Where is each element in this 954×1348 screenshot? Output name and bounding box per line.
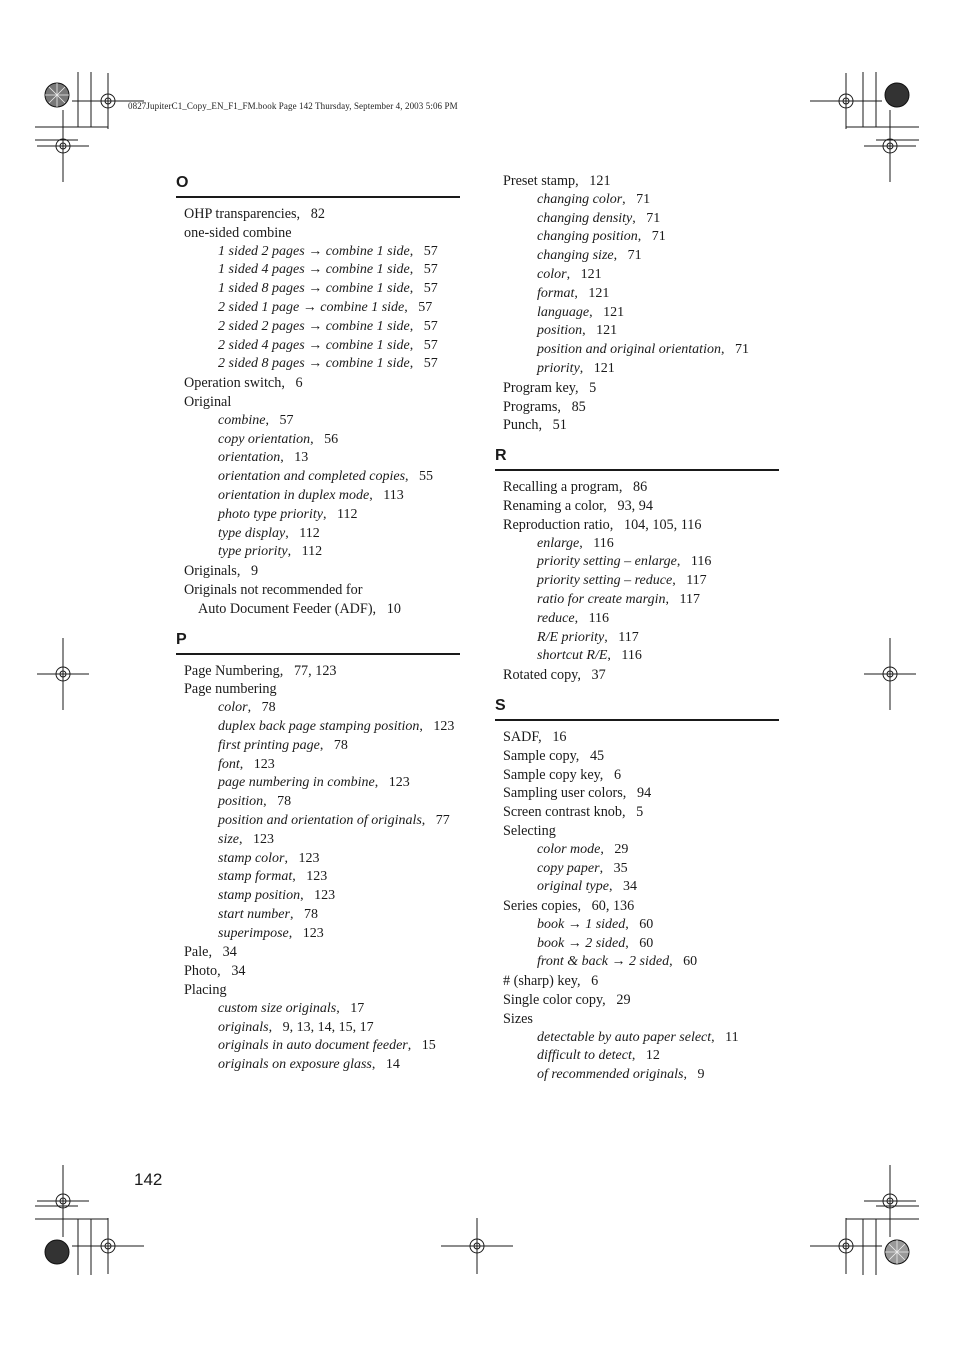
index-entry: Preset stamp, 121 [503,173,611,189]
index-pages: 82 [310,206,325,222]
index-term: copy paper [537,860,600,876]
index-pages: 112 [299,525,320,541]
index-term: originals in auto document feeder [218,1038,408,1054]
index-term: font [218,756,240,772]
index-pages: 34 [622,879,637,895]
index-pages: 6 [613,766,622,783]
index-pages: 57 [423,243,438,259]
index-entry: duplex back page stamping position, 123 [218,718,455,734]
index-term: color [218,700,248,716]
index-term: 1 sided 4 pages → combine 1 side [218,262,410,278]
index-term: Pale [184,944,209,961]
index-pages: 29 [616,992,631,1009]
index-pages: 56 [324,431,339,447]
index-term: reduce [537,610,575,626]
index-term: first printing page [218,737,320,753]
index-term: 2 sided 2 pages → combine 1 side [218,318,410,334]
index-pages: 60 [639,935,654,951]
index-entry: orientation in duplex mode, 113 [218,487,404,503]
index-entry: changing density, 71 [537,210,661,226]
index-pages: 112 [301,544,323,560]
index-pages: 16 [552,728,567,745]
index-term: Recalling a program [503,479,619,496]
index-pages: 123 [253,756,275,772]
index-pages: 34 [222,944,237,961]
index-entry: orientation, 13 [218,450,309,466]
index-entry: 2 sided 8 pages → combine 1 side, 57 [218,356,438,372]
index-entry [176,224,460,243]
star-targets [45,83,909,1264]
index-entry: page numbering in combine, 123 [218,775,410,791]
index-entry: position and original orientation, 71 [537,342,749,358]
index-pages: 116 [621,648,642,664]
index-term: type priority [218,544,288,560]
index-pages: 117 [618,629,639,645]
index-entry: Sample copy, 45 [503,747,605,764]
index-pages: 121 [580,266,602,282]
index-term: position and orientation of originals [218,812,422,828]
index-entry: changing position, 71 [537,229,666,245]
index-pages: 116 [593,535,614,551]
index-pages: 78 [277,794,292,810]
index-term: photo type priority [218,506,323,522]
index-entry: reduce, 116 [537,610,610,626]
index-pages: 123 [314,888,336,904]
index-pages: 57 [423,337,438,353]
index-term: Placing [184,982,227,999]
index-term: 1 sided 2 pages → combine 1 side [218,243,410,259]
index-pages: 57 [423,281,438,297]
index-entry: R/E priority, 117 [537,629,639,645]
index-term: Screen contrast knob [503,804,622,821]
index-entry: Punch, 51 [503,417,567,434]
index-term: Originals [184,563,237,580]
index-entry: 2 sided 4 pages → combine 1 side, 57 [218,337,438,353]
index-pages: 37 [591,667,606,684]
index-column-right [495,172,779,1085]
index-entry: front & back → 2 sided, 60 [537,954,698,970]
index-term: Page numbering [184,681,277,698]
index-entry: photo type priority, 112 [218,506,358,522]
index-pages: 29 [614,841,629,857]
index-entry: priority setting – reduce, 117 [537,573,707,589]
index-term: stamp color [218,850,285,866]
index-term: 2 sided 1 page → combine 1 side [218,299,405,315]
index-entry: copy paper, 35 [537,860,628,876]
index-pages: 78 [303,906,318,922]
index-term: Programs [503,398,558,415]
index-pages: 123 [433,718,455,734]
index-entry [176,393,460,412]
index-pages: 78 [333,737,348,753]
index-term: orientation and completed copies [218,469,406,485]
index-term: position [218,794,264,810]
index-entry: originals, 9, 13, 14, 15, 17 [218,1019,374,1035]
index-entry: font, 123 [218,756,275,772]
index-term: Photo [184,963,218,980]
page-number: 142 [134,1170,163,1189]
index-pages: 123 [298,850,320,866]
index-column-left [176,172,460,1075]
index-entry: Series copies, 60, 136 [503,898,635,915]
index-entry: copy orientation, 56 [218,431,339,447]
index-entry [176,581,460,600]
index-pages: 6 [591,973,599,990]
index-term: difficult to detect [537,1048,632,1064]
section-gap [176,619,460,629]
index-term: format [537,285,575,301]
index-entry: type display, 112 [218,525,320,541]
index-pages: 121 [596,323,618,339]
index-entry: Pale, 34 [184,944,237,961]
index-entry: Reproduction ratio, 104, 105, 116 [503,516,702,533]
index-entry: Sample copy key, 6 [503,766,622,783]
index-term: Sampling user colors [503,785,623,802]
index-entry: Originals, 9 [184,563,259,580]
section-gap [495,435,779,445]
index-pages: 9, 13, 14, 15, 17 [282,1019,374,1035]
index-entry: 1 sided 2 pages → combine 1 side, 57 [218,243,438,259]
index-entry: 2 sided 1 page → combine 1 side, 57 [218,299,433,315]
index-entry: position, 121 [537,323,618,339]
index-term: stamp format [218,869,293,885]
index-entry: stamp position, 123 [218,888,336,904]
index-entry: Renaming a color, 93, 94 [503,497,653,514]
index-term: SADF [503,728,539,745]
index-term: 1 sided 8 pages → combine 1 side [218,281,410,297]
index-term: orientation in duplex mode [218,487,370,503]
index-term: book → 1 sided [537,916,626,932]
index-term: changing color [537,191,623,207]
index-term: priority [537,360,580,376]
index-term: Operation switch [184,375,282,392]
index-entry: custom size originals, 17 [218,1000,365,1016]
index-pages: 71 [651,229,666,245]
file-header: 0827JupiterC1_Copy_EN_F1_FM.book Page 142 Thursday, September 4, 2003 5:06 PM [128,101,458,111]
index-term: changing position [537,229,638,245]
index-entry: color, 78 [218,700,276,716]
index-pages: 78 [261,700,276,716]
index-term: 2 sided 4 pages → combine 1 side [218,337,410,353]
registration-targets [37,73,916,1274]
index-entry: Screen contrast knob, 5 [503,804,644,821]
index-term: Reproduction ratio [503,516,610,533]
index-entry: 1 sided 8 pages → combine 1 side, 57 [218,281,438,297]
index-pages: 55 [419,469,434,485]
index-pages: 10 [386,600,401,617]
index-pages: 77 [435,812,450,828]
index-pages: 9 [251,563,259,580]
index-term: Originals not recommended for [184,581,363,598]
index-entry: difficult to detect, 12 [537,1048,660,1064]
index-pages: 117 [686,573,707,589]
index-entry: detectable by auto paper select, 11 [537,1029,739,1045]
index-entry: enlarge, 116 [537,535,614,551]
index-entry: start number, 78 [218,906,318,922]
index-entry: Photo, 34 [184,963,246,980]
index-entry: type priority, 112 [218,544,323,560]
index-pages: 71 [646,210,661,226]
index-entry: Sampling user colors, 94 [503,785,652,802]
index-pages: 13 [294,450,309,466]
index-term: ratio for create margin [537,591,666,607]
index-term: original type [537,879,609,895]
index-entry: color, 121 [537,266,602,282]
index-term: enlarge [537,535,580,551]
index-entry: first printing page, 78 [218,737,348,753]
index-entry: 2 sided 2 pages → combine 1 side, 57 [218,318,438,334]
index-term: language [537,304,590,320]
index-term: Rotated copy [503,667,578,684]
index-term: Sizes [503,1010,533,1027]
index-entry: 1 sided 4 pages → combine 1 side, 57 [218,262,438,278]
section-letter: S [495,695,779,721]
index-pages: 121 [603,304,625,320]
index-entry: originals in auto document feeder, 15 [218,1038,436,1054]
index-pages: 71 [734,342,749,358]
index-pages: 17 [350,1000,365,1016]
index-entry: changing size, 71 [537,248,642,264]
index-pages: 60 [639,916,654,932]
index-pages: 51 [552,417,567,434]
index-entry: # (sharp) key, 6 [503,973,599,990]
index-term: orientation [218,450,281,466]
index-entry: position, 78 [218,794,292,810]
index-pages: 57 [423,356,438,372]
index-entry: stamp color, 123 [218,850,320,866]
section-gap [495,685,779,695]
index-pages: 60 [683,954,698,970]
index-pages: 15 [421,1038,436,1054]
index-entry: Rotated copy, 37 [503,667,606,684]
index-pages: 6 [295,375,303,392]
index-pages: 94 [636,785,652,802]
index-entry [495,1010,779,1029]
index-entry: stamp format, 123 [218,869,328,885]
index-pages: 85 [571,398,586,415]
index-entry: Programs, 85 [503,398,586,415]
index-term: combine [218,412,266,428]
index-entry: Recalling a program, 86 [503,479,648,496]
index-term: copy orientation [218,431,311,447]
index-term: changing density [537,210,633,226]
index-pages: 5 [589,379,597,396]
index-term: # (sharp) key [503,973,577,990]
index-pages: 77, 123 [293,662,337,679]
index-term: position and original orientation [537,342,721,358]
index-entry: language, 121 [537,304,625,320]
index-pages: 123 [306,869,328,885]
index-pages: 14 [385,1057,400,1073]
index-pages: 117 [679,591,700,607]
index-term: shortcut R/E [537,648,608,664]
index-pages: 121 [593,360,615,376]
index-entry [495,822,779,841]
index-term: position [537,323,583,339]
index-entry: SADF, 16 [503,728,567,745]
index-pages: 121 [588,285,610,301]
index-pages: 116 [690,554,712,570]
index-term: Program key [503,379,575,396]
index-pages: 121 [589,173,611,189]
index-entry: priority setting – enlarge, 116 [537,554,712,570]
section-letter: O [176,172,460,198]
index-term: Original [184,393,232,410]
index-term: color mode [537,841,601,857]
index-pages: 104, 105, 116 [623,516,702,533]
index-entry [176,680,460,699]
index-entry: original type, 34 [537,879,637,895]
index-entry: format, 121 [537,285,610,301]
index-pages: 112 [337,506,358,522]
index-term: custom size originals [218,1000,337,1016]
index-term: color [537,266,567,282]
index-term: Sample copy [503,747,576,764]
index-pages: 123 [302,925,324,941]
index-term: R/E priority [537,629,605,645]
index-term: Auto Document Feeder (ADF) [198,600,373,617]
index-term: priority setting – enlarge [537,554,677,570]
index-pages: 11 [725,1029,739,1045]
section-letter: R [495,445,779,471]
index-pages: 123 [388,775,410,791]
index-entry: originals on exposure glass, 14 [218,1057,400,1073]
index-pages: 5 [636,804,644,821]
index-term: duplex back page stamping position [218,718,420,734]
index-pages: 34 [231,963,246,980]
index-term: originals [218,1019,269,1035]
index-term: type display [218,525,286,541]
section-letter: P [176,629,460,655]
index-pages: 9 [697,1067,705,1083]
index-entry: color mode, 29 [537,841,629,857]
index-entry: book → 1 sided, 60 [537,916,654,932]
index-entry: priority, 121 [537,360,615,376]
index-pages: 57 [423,262,438,278]
index-term: Renaming a color [503,497,604,514]
index-entry: OHP transparencies, 82 [184,206,325,222]
index-entry: size, 123 [218,831,274,847]
index-entry: of recommended originals, 9 [537,1067,705,1083]
index-term: originals on exposure glass [218,1057,372,1073]
index-entry: position and orientation of originals, 77 [218,812,450,828]
index-entry: combine, 57 [218,412,294,428]
index-pages: 57 [418,299,433,315]
index-entry: book → 2 sided, 60 [537,935,654,951]
index-pages: 35 [613,860,628,876]
index-term: Sample copy key [503,766,600,783]
index-pages: 86 [633,479,648,496]
index-entry: changing color, 71 [537,191,651,207]
index-pages: 12 [645,1048,660,1064]
index-entry: Auto Document Feeder (ADF), 10 [198,600,401,617]
index-term: priority setting – reduce [537,573,673,589]
index-entry [176,981,460,1000]
index-term: Punch [503,417,539,434]
index-entry: ratio for create margin, 117 [537,591,700,607]
index-term: superimpose [218,925,289,941]
index-term: book → 2 sided [537,935,626,951]
index-term: one-sided combine [184,224,292,241]
index-pages: 71 [636,191,651,207]
index-pages: 57 [423,318,438,334]
index-pages: 57 [279,412,294,428]
index-term: changing size [537,248,614,264]
index-term: of recommended originals [537,1067,684,1083]
index-entry: Single color copy, 29 [503,992,631,1009]
index-term: page numbering in combine [218,775,375,791]
index-term: detectable by auto paper select [537,1029,712,1045]
index-pages: 93, 94 [617,497,653,514]
index-pages: 71 [627,248,642,264]
index-entry: Page Numbering, 77, 123 [184,662,337,679]
index-pages: 113 [383,487,404,503]
index-term: start number [218,906,290,922]
index-entry: superimpose, 123 [218,925,324,941]
index-entry: Program key, 5 [503,379,597,396]
index-term: front & back → 2 sided [537,954,670,970]
index-pages: 45 [589,747,605,764]
index-entry: orientation and completed copies, 55 [218,469,434,485]
index-term: Page Numbering [184,662,280,679]
index-term: size [218,831,239,847]
index-term: 2 sided 8 pages → combine 1 side [218,356,410,372]
index-term: Single color copy [503,992,603,1009]
index-pages: 116 [588,610,610,626]
index-pages: 60, 136 [591,898,635,915]
index-entry: Operation switch, 6 [184,375,303,392]
index-term: Series copies [503,898,578,915]
index-term: Preset stamp [503,173,576,189]
index-term: OHP transparencies [184,206,297,222]
index-term: stamp position [218,888,301,904]
index-pages: 123 [253,831,274,847]
index-entry: shortcut R/E, 116 [537,648,642,664]
index-term: Selecting [503,822,556,839]
